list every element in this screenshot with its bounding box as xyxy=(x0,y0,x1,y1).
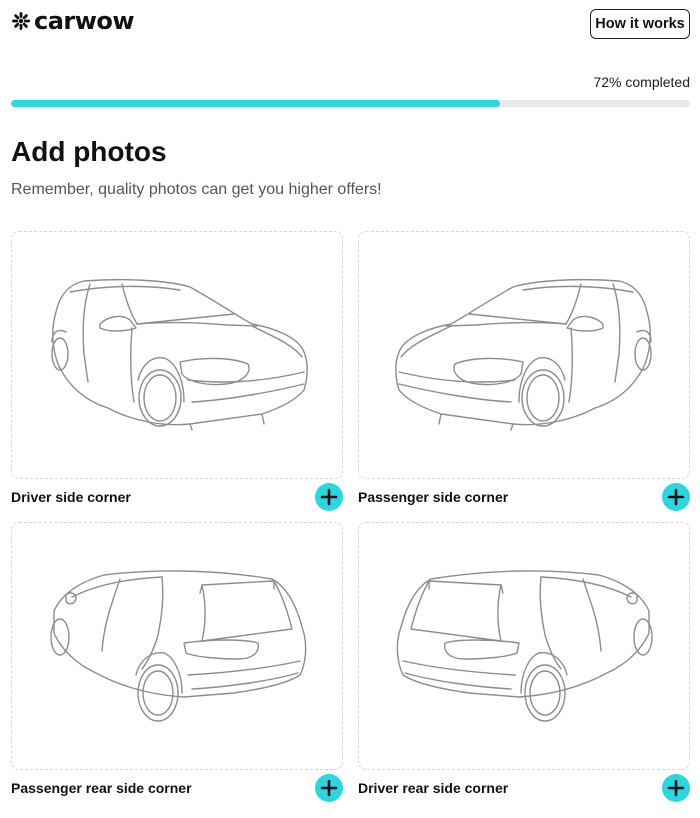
add-photo-button[interactable] xyxy=(662,483,690,511)
plus-icon xyxy=(662,483,690,511)
how-it-works-button[interactable]: How it works xyxy=(590,9,690,39)
photo-upload-area[interactable] xyxy=(358,522,690,770)
add-photo-button[interactable] xyxy=(315,774,343,802)
add-photo-button[interactable] xyxy=(315,483,343,511)
car-rear-right-outline-icon xyxy=(359,523,690,770)
header xyxy=(0,0,700,48)
photo-card-label: Driver rear side corner xyxy=(358,780,509,796)
photo-card-footer xyxy=(358,770,690,806)
progress-bar-fill xyxy=(11,100,500,107)
car-rear-left-outline-icon xyxy=(12,523,343,770)
photo-card-passenger-side-corner xyxy=(358,231,690,515)
photo-upload-area[interactable] xyxy=(358,231,690,479)
photo-card-label: Driver side corner xyxy=(11,489,131,505)
logo-mark-icon xyxy=(11,11,31,31)
car-front-right-outline-icon xyxy=(359,232,690,479)
photo-card-passenger-rear-side-corner xyxy=(11,522,343,806)
progress-bar xyxy=(11,100,690,107)
photo-card-label: Passenger rear side corner xyxy=(11,780,192,796)
plus-icon xyxy=(662,774,690,802)
page-title: Add photos xyxy=(11,136,167,167)
photo-card-driver-side-corner xyxy=(11,231,343,515)
photo-card-footer xyxy=(11,770,343,806)
logo-text: carwow xyxy=(34,7,135,35)
carwow-logo[interactable] xyxy=(11,9,134,33)
plus-icon xyxy=(315,483,343,511)
photo-card-label: Passenger side corner xyxy=(358,489,509,505)
photo-card-footer xyxy=(358,479,690,515)
car-front-left-outline-icon xyxy=(12,232,343,479)
photo-card-footer xyxy=(11,479,343,515)
progress-label: 72% completed xyxy=(593,74,690,90)
photo-upload-area[interactable] xyxy=(11,522,343,770)
photo-upload-area[interactable] xyxy=(11,231,343,479)
plus-icon xyxy=(315,774,343,802)
add-photo-button[interactable] xyxy=(662,774,690,802)
page-subtitle: Remember, quality photos can get you higher offers! xyxy=(11,181,382,198)
photo-card-driver-rear-side-corner xyxy=(358,522,690,806)
